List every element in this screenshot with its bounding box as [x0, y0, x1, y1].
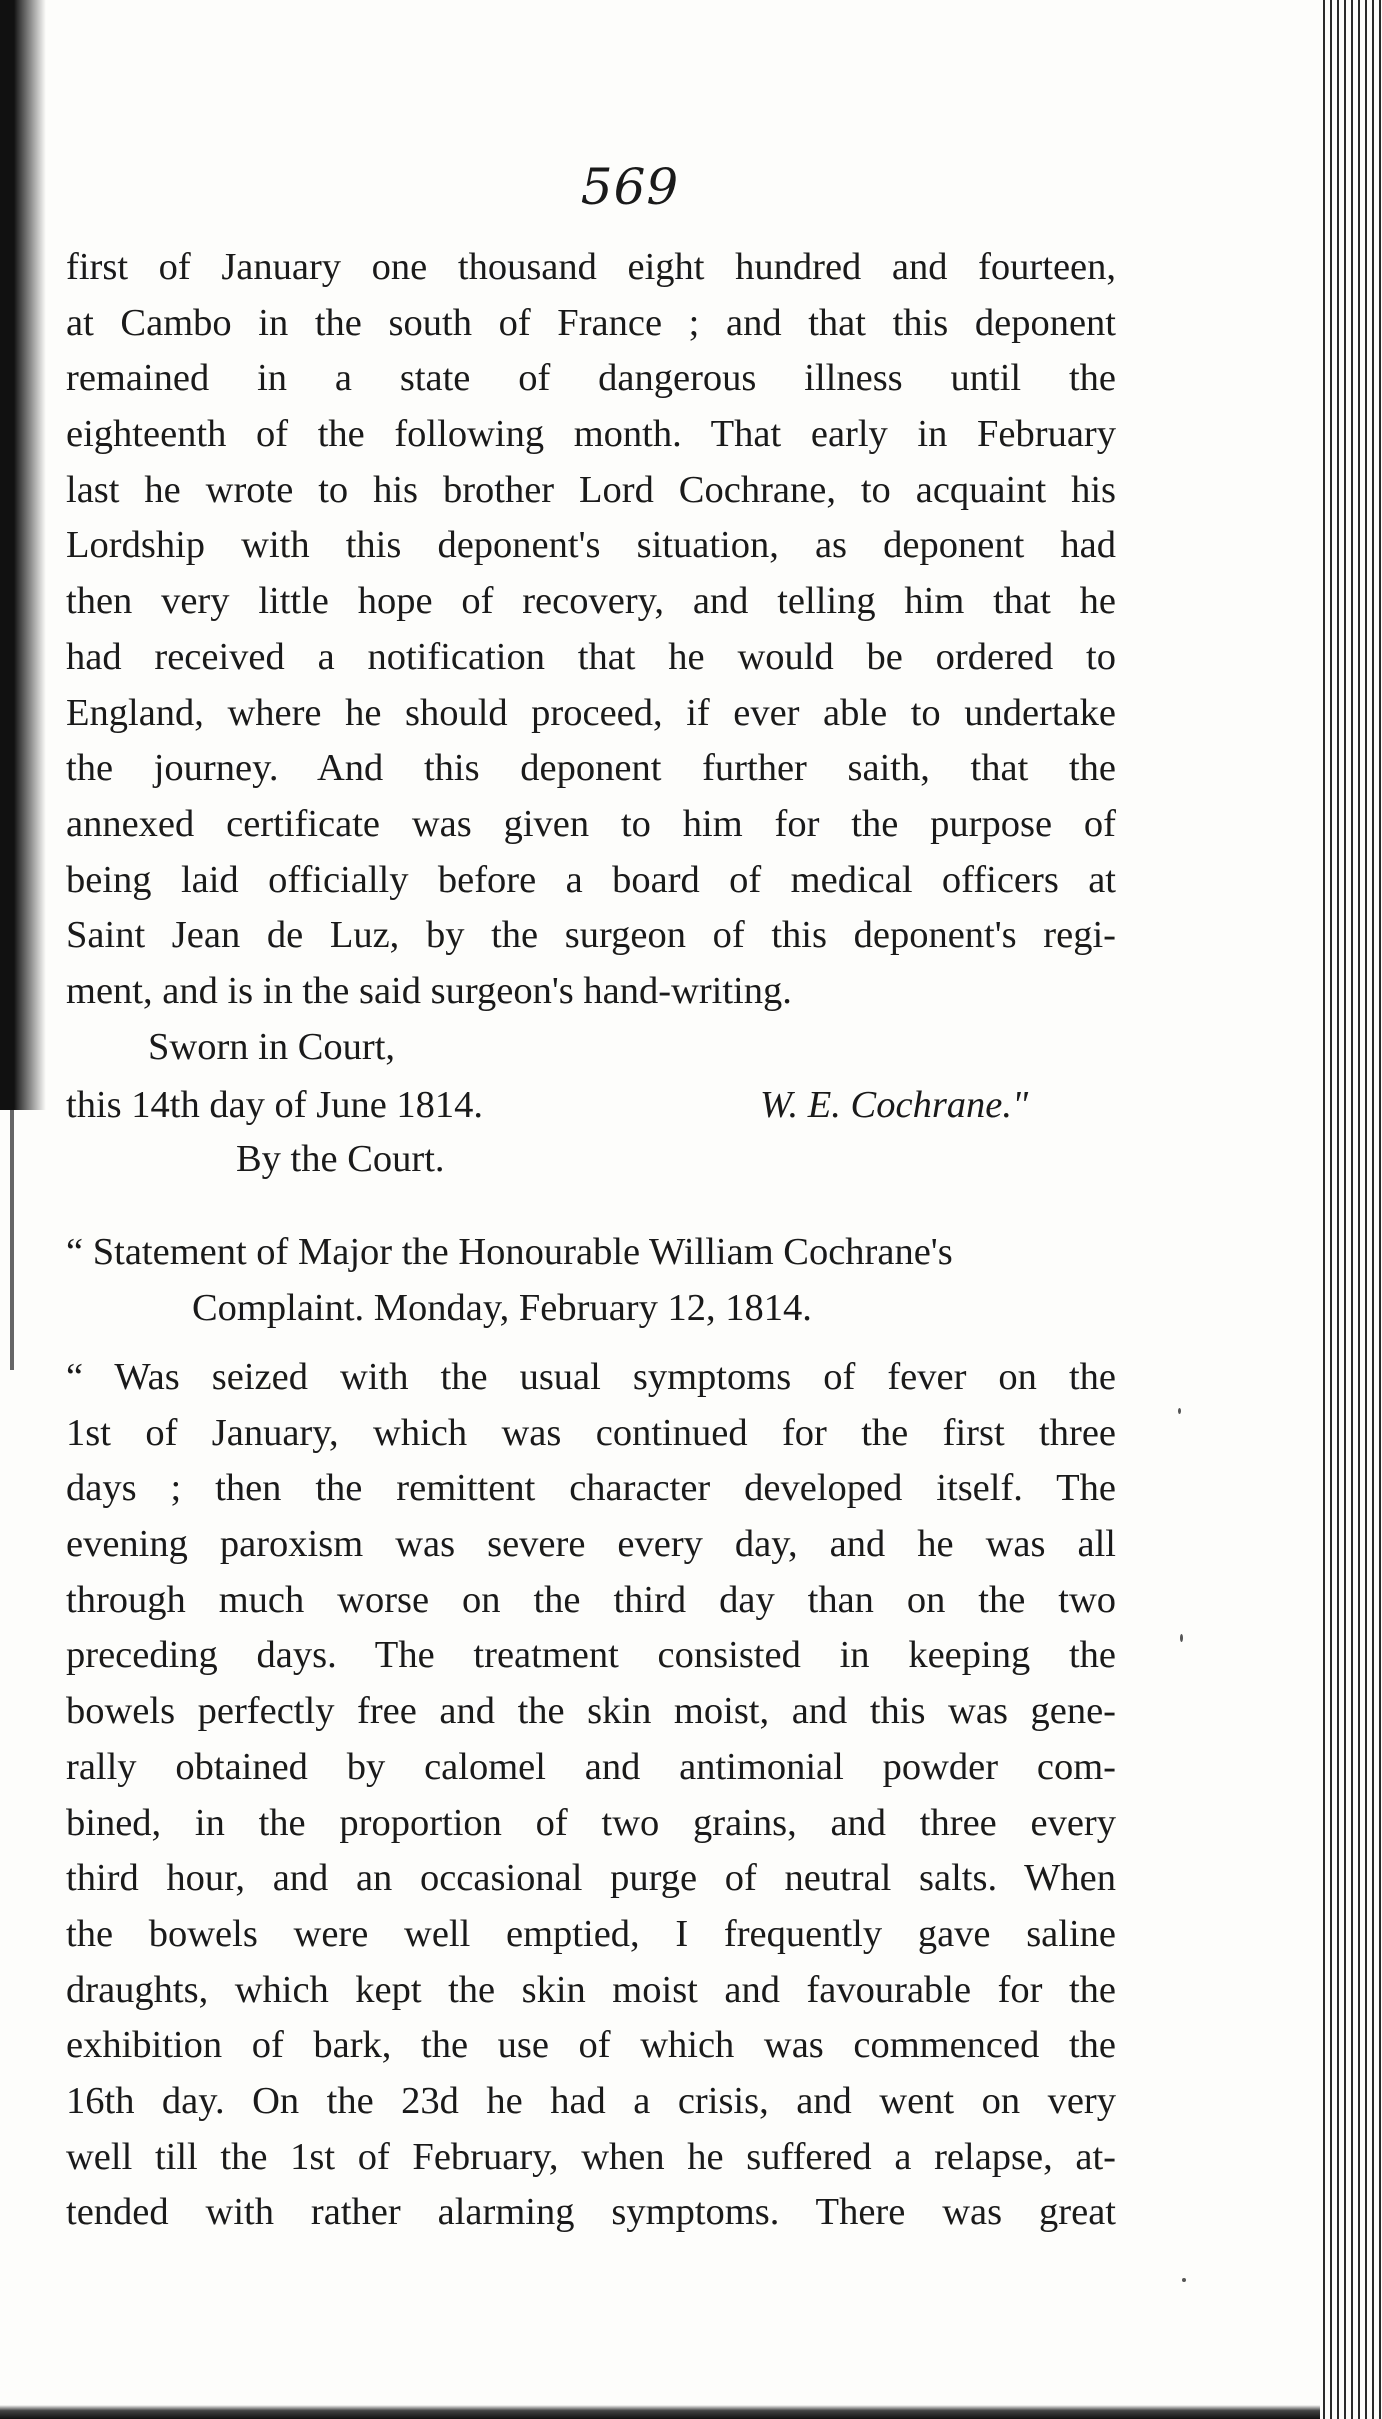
page-number: 569: [580, 158, 680, 216]
text-line: third hour, and an occasional purge of neutral salts. When: [66, 1857, 1116, 1900]
statement-heading-date: Complaint. Monday, February 12, 1814.: [192, 1287, 812, 1329]
text-line: the journey. And this deponent further saith, that the: [66, 747, 1116, 790]
text-line: eighteenth of the following month. That early in February: [66, 413, 1116, 456]
text-line: 1st of January, which was continued for the first three: [66, 1411, 1116, 1454]
text-line: well till the 1st of February, when he suffered a relapse, at-: [66, 2135, 1116, 2178]
text-line: the bowels were well emptied, I frequently gave saline: [66, 1912, 1116, 1955]
text-line: then very little hope of recovery, and telling him that he: [66, 580, 1116, 623]
by-the-court: By the Court.: [236, 1138, 445, 1180]
text-line: bowels perfectly free and the skin moist, and this was gene-: [66, 1690, 1116, 1733]
text-line: days ; then the remittent character developed itself. The: [66, 1467, 1116, 1510]
statement-paragraph: [66, 1350, 1116, 2241]
text-line: evening paroxism was severe every day, and he was all: [66, 1523, 1116, 1566]
text-line: tended with rather alarming symptoms. There was great: [66, 2191, 1116, 2234]
page-gutter: [1320, 0, 1382, 2419]
text-line: being laid officially before a board of medical officers at: [66, 858, 1116, 901]
text-line: at Cambo in the south of France ; and that this deponent: [66, 301, 1116, 344]
page-bottom-edge: [0, 2405, 1320, 2419]
text-line: first of January one thousand eight hundred and fourteen,: [66, 246, 1116, 288]
text-line: England, where he should proceed, if ever able to undertake: [66, 691, 1116, 734]
text-line: annexed certificate was given to him for the purpose of: [66, 802, 1116, 845]
text-line: exhibition of bark, the use of which was commenced the: [66, 2024, 1116, 2067]
text-line: bined, in the proportion of two grains, and three every: [66, 1801, 1116, 1844]
binding-edge-lower: [10, 1110, 14, 1370]
text-line: through much worse on the third day than on the two: [66, 1578, 1116, 1621]
scan-speck: [1182, 2278, 1186, 2282]
text-line: draughts, which kept the skin moist and favourable for the: [66, 1968, 1116, 2011]
scan-speck: [1178, 1408, 1181, 1414]
text-line: ment, and is in the said surgeon's hand-writing.: [66, 969, 792, 1012]
text-line: last he wrote to his brother Lord Cochrane, to acquaint his: [66, 468, 1116, 511]
text-line: had received a notification that he would be ordered to: [66, 635, 1116, 678]
text-line: preceding days. The treatment consisted in keeping the: [66, 1634, 1116, 1677]
scan-speck: [1180, 1634, 1183, 1642]
statement-heading: “ Statement of Major the Honourable William Cochrane's: [66, 1231, 953, 1273]
text-line: Lordship with this deponent's situation, as deponent had: [66, 524, 1116, 567]
sworn-in-court: Sworn in Court,: [148, 1026, 396, 1068]
text-line: rally obtained by calomel and antimonial powder com-: [66, 1745, 1116, 1788]
text-line: “ Was seized with the usual symptoms of fever on the: [66, 1356, 1116, 1398]
deposition-paragraph: [66, 240, 1116, 1020]
text-line: remained in a state of dangerous illness until the: [66, 357, 1116, 400]
text-line: Saint Jean de Luz, by the surgeon of this deponent's regi-: [66, 914, 1116, 957]
text-line: 16th day. On the 23d he had a crisis, and went on very: [66, 2079, 1116, 2122]
deposition-date: this 14th day of June 1814.: [66, 1084, 484, 1126]
signature: W. E. Cochrane.": [760, 1084, 1029, 1126]
